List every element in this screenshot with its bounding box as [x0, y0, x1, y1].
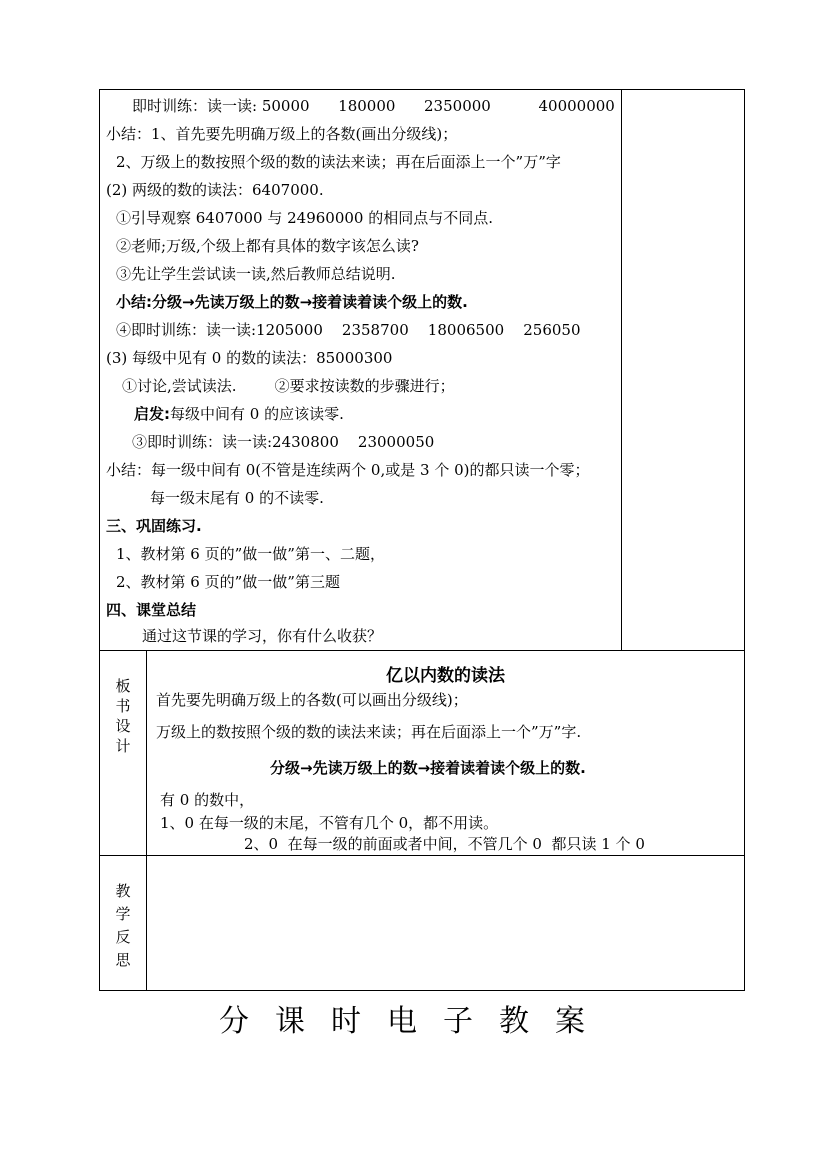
reflection-label [100, 880, 146, 972]
exercise-1: 1、教材第 6 页的”做一做”第一、二题， [116, 545, 385, 563]
board-title: 亿以内数的读法 [386, 666, 505, 686]
practice-line-1: 即时训练：读一读: 50000 180000 2350000 40000000 [132, 97, 615, 115]
summary-line-1 [106, 124, 457, 144]
board-line-5: 1、0 在每一级的末尾，不管有几个 0，都不用读。 [160, 814, 499, 832]
label-column-divider [146, 650, 147, 991]
step-teacher: ②老师;万级,个级上都有具体的数字该怎么读? [116, 237, 419, 255]
board-line-4: 有 0 的数中， [160, 791, 255, 809]
step-discuss: ①讨论,尝试读法. ②要求按读数的步骤进行； [122, 377, 455, 395]
board-line-3: 分级→先读万级上的数→接着读着读个级上的数. [270, 759, 586, 777]
step-practice: ④即时训练：读一读:1205000 2358700 18006500 256050 [116, 321, 581, 339]
reflection-label-char: 学 [115, 905, 131, 923]
summary-line-2: 2、万级上的数按照个级的数的读法来读；再在后面添上一个”万”字 [116, 153, 561, 171]
right-column-divider [621, 89, 622, 650]
class-summary-question: 通过这节课的学习，你有什么收获？ [142, 627, 383, 645]
summary-text: 小结：1、首先要先明确万级上的各数(画出分级线)； [106, 125, 458, 143]
summary-zero-2: 每一级末尾有 0 的不读零. [150, 489, 324, 507]
board-label-char: 计 [115, 737, 131, 755]
step-try: ③先让学生尝试读一读,然后教师总结说明. [116, 265, 396, 283]
document-footer-title: 分课时电子教案 [219, 1004, 611, 1039]
hint-text: 每级中间有 0 的应该读零. [170, 405, 344, 423]
consolidation-heading: 三、巩固练习. [106, 517, 202, 535]
board-line-2: 万级上的数按照个级的数的读法来读；再在后面添上一个”万”字. [156, 723, 582, 741]
board-label-char: 书 [115, 697, 131, 715]
board-label-char: 板 [115, 677, 131, 695]
step-observe: ①引导观察 6407000 与 24960000 的相同点与不同点. [116, 209, 493, 227]
hint-line [134, 404, 344, 424]
hint-label: 启发: [134, 405, 170, 423]
reflection-label-char: 教 [115, 882, 131, 900]
two-level-heading: (2) 两级的数的读法：6407000. [106, 181, 324, 199]
board-line-1: 首先要先明确万级上的各数(可以画出分级线)； [156, 691, 468, 709]
step-practice-2: ③即时训练：读一读:2430800 23000050 [132, 433, 435, 451]
zero-level-heading: (3) 每级中见有 0 的数的读法：85000300 [106, 349, 393, 367]
reflection-section-top-border [99, 855, 745, 856]
board-label-char: 设 [115, 717, 131, 735]
class-summary-heading: 四、课堂总结 [106, 601, 197, 619]
summary-zero-1: 小结：每一级中间有 0(不管是连续两个 0,或是 3 个 0)的都只读一个零； [106, 461, 590, 479]
board-section-top-border [99, 650, 745, 651]
reflection-label-char: 思 [115, 951, 131, 969]
reflection-label-char: 反 [115, 928, 131, 946]
summary-read-order: 小结:分级→先读万级上的数→接着读着读个级上的数. [116, 293, 468, 311]
board-design-label [100, 676, 146, 756]
exercise-2: 2、教材第 6 页的”做一做”第三题 [116, 573, 340, 591]
board-line-6: 2、0 在每一级的前面或者中间，不管几个 0 都只读 1 个 0 [244, 835, 645, 853]
